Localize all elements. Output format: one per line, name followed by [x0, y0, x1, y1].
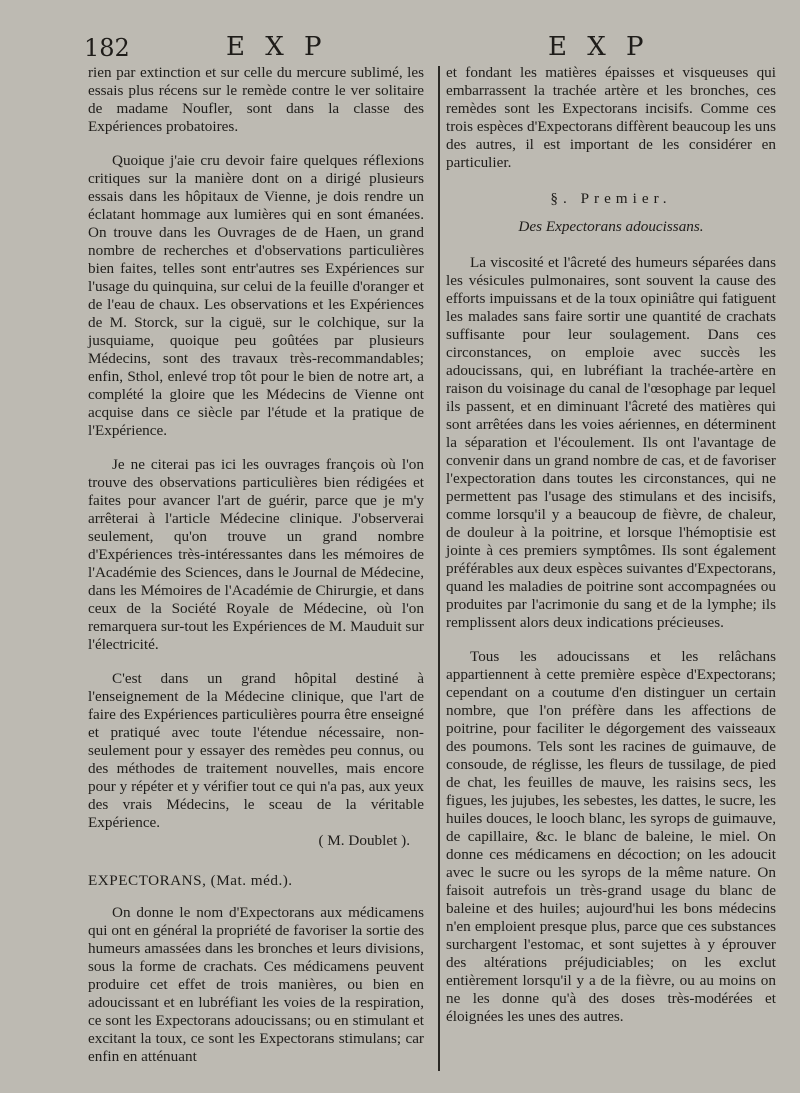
running-title-left: E X P	[226, 32, 328, 62]
running-title-right: E X P	[548, 32, 650, 62]
author-signature: ( M. Doublet ).	[318, 832, 410, 849]
subsection-heading: Des Expectorans adoucissans.	[518, 218, 704, 235]
section-heading: §. Premier.	[550, 190, 672, 207]
paragraph: Tous les adoucissans et les relâchans appartiennent à cette première espèce d'Expectorans; cependant on a coutume d'en distinguer un certain nombre, que l'on préfère dans les affections de poitrine, pour faciliter le dégorgement des vaisseaux des poumons. Tels sont les racines de guimauve, de consoude, de réglisse, les fleurs de tussilage, de pied de chat, les feuilles de mauve, les raisins secs, les figues, les jujubes, les sebestes, les dattes, le sucre, les huiles douces, le looch blanc, les syrops de guimauve, de capillaire, &c. le blanc de baleine, le miel. On donne ces médicamens en décoction; on les adoucit avec le sucre ou les syrops de la même nature. On faisoit autrefois un très-grand usage du blanc de baleine et des huiles; aujourd'hui les bons médecins n'en emploient presque plus, parce que ces substances surchargent l'estomac, et sont sujettes à y éprouver des altérations préjudiciables; on les exclut entièrement lorsqu'il y a de la fièvre, ou au moins on ne les donne qu'à des doses très-modérées et éloignées les unes des autres.	[446, 648, 776, 1025]
paragraph: Je ne citerai pas ici les ouvrages françois où l'on trouve des observations particulières bien rédigées et faites pour avancer l'art de guérir, parce que je m'y arrêterai à l'article Médecine clinique. J'observerai seulement, qu'on trouve un grand nombre d'Expériences très-intéressantes dans les mémoires de l'Académie des Sciences, dans le Journal de Médecine, dans les Mémoires de l'Académie de Chirurgie, et dans ceux de la Société Royale de Médecine, où l'on remarquera sur-tout les Expériences de M. Mauduit sur l'électricité.	[88, 456, 424, 653]
paragraph: La viscosité et l'âcreté des humeurs séparées dans les vésicules pulmonaires, sont souvent la cause des efforts impuissans et de la toux opiniâtre qui fatiguent les malades sans faire sortir une quantité de crachats suffisante pour leur soulagement. Dans ces circonstances, on emploie avec succès les adoucissans, qui, en lubréfiant la trachée-artère en raison du voisinage du canal de l'œsophage par lequel ils passent, et en diminuant l'âcreté des matières qui sont arrêtées dans les voies aériennes, en déterminent la séparation et l'écoulement. Ils ont l'avantage de convenir dans un grand nombre de cas, et de favoriser l'expectoration dans toutes les circonstances, qui ne permettent pas l'usage des stimulans et des incisifs, comme lorsqu'il y a beaucoup de fièvre, de chaleur, de douleur à la poitrine, et lorsque l'hémoptisie est jointe à ces premiers symptômes. Ils sont également préférables aux deux espèces suivantes d'Expectorans, quand les maladies de poitrine sont accompagnées ou produites par l'acrimonie du sang et de la lymphe; ils remplissent alors deux indications précieuses.	[446, 254, 776, 631]
right-column	[446, 64, 776, 1042]
left-column	[88, 64, 424, 1082]
paragraph: C'est dans un grand hôpital destiné à l'enseignement de la Médecine clinique, que l'art de faire des Expériences particulières pourra être enseigné et pratiqué avec toute l'étendue nécessaire, non-seulement pour y essayer des remèdes peu connus, ou des méthodes de traitement nouvelles, mais encore pour y répéter et y vérifier tout ce qui n'a pas, aux yeux des vrais Médecins, le sceau de la véritable Expérience.	[88, 670, 424, 831]
paragraph: rien par extinction et sur celle du mercure sublimé, les essais plus récens sur le remède contre le ver solitaire de madame Noufler, sont dans la classe des Expériences probatoires.	[88, 64, 424, 135]
page-number: 182	[84, 34, 130, 62]
column-divider	[438, 66, 440, 1071]
paragraph: et fondant les matières épaisses et visqueuses qui embarrassent la trachée artère et les bronches, ces remèdes sont les Expectorans incisifs. Comme ces trois espèces d'Expectorans diffèrent beaucoup les uns des autres, il est important de les considérer en particulier.	[446, 64, 776, 171]
paragraph: Quoique j'aie cru devoir faire quelques réflexions critiques sur la manière dont on a dirigé plusieurs essais dans les hôpitaux de Vienne, je dois rendre un éclatant hommage aux lumières qui en sont émanées. On trouve dans les Ouvrages de de Haen, un grand nombre de recherches et d'observations particulières bien faites, telles sont entr'autres ses Expériences sur l'usage du quinquina, sur celui de la feuille d'oranger et de l'eau de chaux. Les observations et les Expériences de M. Storck, sur la ciguë, sur le colchique, sur la jusquiame, quoique peu goûtées par plusieurs Médecins, sont des travaux très-recommandables; enfin, Sthol, enlevé trop tôt pour le bien de notre art, a complété la gloire que les Médecins de Vienne ont acquise dans ce siècle par l'étude et la pratique de l'Expérience.	[88, 152, 424, 439]
entry-heading: EXPECTORANS, (Mat. méd.).	[88, 872, 293, 889]
paragraph: On donne le nom d'Expectorans aux médicamens qui ont en général la propriété de favoriser la sortie des humeurs amassées dans les bronches et leurs divisions, sous la forme de crachats. Ces médicamens peuvent produire cet effet de trois manières, ou bien en adoucissant et en lubréfiant les voies de la respiration, ce sont les Expectorans adoucissans; ou en stimulant et excitant la toux, ce sont les Expectorans stimulans; car enfin en atténuant	[88, 904, 424, 1065]
